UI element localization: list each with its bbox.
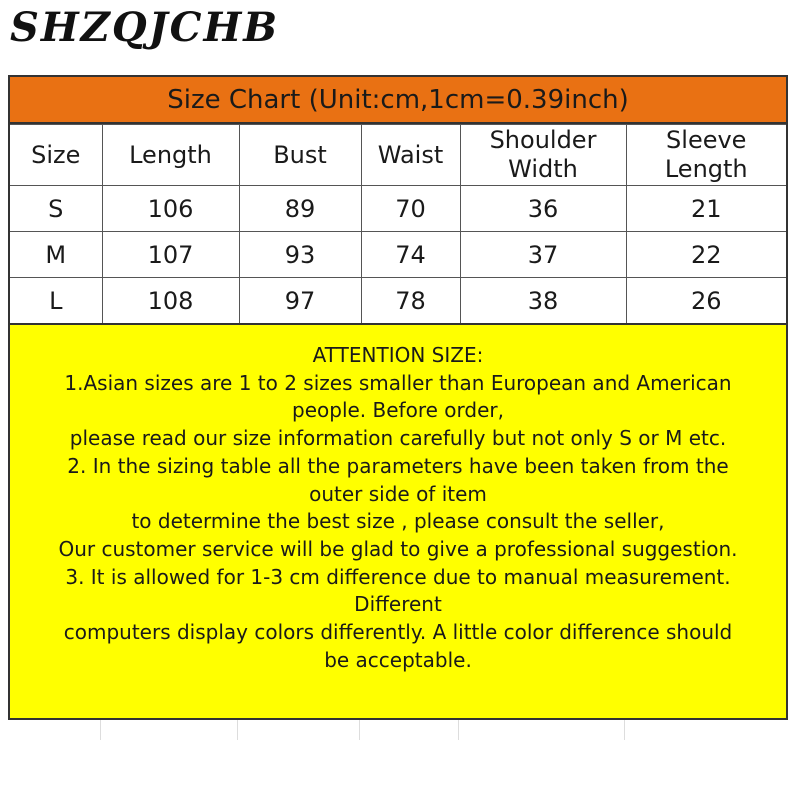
table-row — [10, 186, 786, 232]
header-label-second-line: Width — [508, 155, 578, 183]
attention-notice — [10, 325, 786, 718]
grid-line — [237, 720, 238, 740]
notice-line: computers display colors differently. A little color difference should — [63, 620, 733, 645]
table-cell-sleeve-length: 26 — [626, 278, 786, 325]
notice-line: outer side of item — [309, 481, 487, 506]
header-sleeve-length — [626, 125, 786, 186]
table-cell-size: S — [10, 186, 102, 232]
notice-heading: ATTENTION SIZE: — [312, 343, 484, 367]
header-shoulder-width — [460, 125, 626, 186]
table-header-row — [10, 125, 786, 186]
table-cell-length: 106 — [102, 186, 239, 232]
table-cell-bust: 97 — [239, 278, 361, 325]
notice-line: Different — [354, 592, 442, 617]
table-cell-waist: 74 — [361, 232, 460, 278]
table-cell-size: M — [10, 232, 102, 278]
header-label: Length — [129, 140, 212, 169]
header-label: Shoulder — [489, 126, 597, 154]
header-label: Size — [31, 140, 81, 169]
notice-line: 1.Asian sizes are 1 to 2 sizes smaller than European and American — [64, 370, 732, 395]
grid-line — [624, 720, 625, 740]
header-length — [102, 125, 239, 186]
size-chart-sheet — [8, 75, 788, 720]
header-label: Sleeve — [666, 126, 747, 154]
notice-line: please read our size information carefully but not only S or M etc. — [69, 426, 727, 451]
notice-line: 3. It is allowed for 1-3 cm difference due to manual measurement. — [65, 564, 731, 589]
notice-line: people. Before order, — [292, 398, 504, 423]
size-chart-title: Size Chart (Unit:cm,1cm=0.39inch) — [10, 77, 786, 124]
table-cell-sleeve-length: 22 — [626, 232, 786, 278]
notice-line: Our customer service will be glad to give a professional suggestion. — [58, 536, 738, 561]
notice-line: to determine the best size , please consult the seller, — [131, 509, 665, 534]
notice-line: 2. In the sizing table all the parameters have been taken from the — [67, 453, 729, 478]
table-cell-waist: 78 — [361, 278, 460, 325]
grid-line — [458, 720, 459, 740]
table-cell-shoulder-width: 36 — [460, 186, 626, 232]
table-row — [10, 232, 786, 278]
header-label: Waist — [377, 140, 444, 169]
header-waist — [361, 125, 460, 186]
table-cell-length: 107 — [102, 232, 239, 278]
table-cell-bust: 89 — [239, 186, 361, 232]
table-cell-shoulder-width: 38 — [460, 278, 626, 325]
table-cell-waist: 70 — [361, 186, 460, 232]
notice-line: be acceptable. — [324, 647, 472, 672]
table-row — [10, 278, 786, 325]
grid-line — [100, 720, 101, 740]
faint-grid-lines — [0, 720, 800, 740]
table-cell-length: 108 — [102, 278, 239, 325]
brand-logo: SHZQJCHB — [10, 4, 280, 51]
table-cell-size: L — [10, 278, 102, 325]
table-cell-sleeve-length: 21 — [626, 186, 786, 232]
header-bust — [239, 125, 361, 186]
size-table — [10, 124, 786, 325]
table-cell-bust: 93 — [239, 232, 361, 278]
header-size — [10, 125, 102, 186]
header-label: Bust — [273, 140, 327, 169]
table-cell-shoulder-width: 37 — [460, 232, 626, 278]
header-label-second-line: Length — [664, 155, 748, 183]
grid-line — [359, 720, 360, 740]
